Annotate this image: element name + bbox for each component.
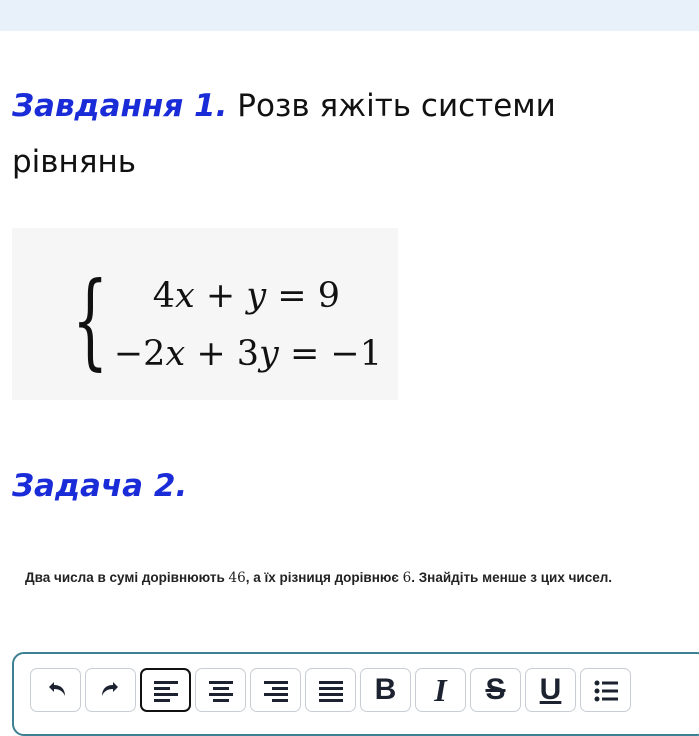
redo-button[interactable] [85,668,136,712]
answer-editor[interactable] [12,652,699,736]
underline-button[interactable] [525,668,576,712]
editor-toolbar [30,668,631,712]
equation-system-image [12,228,398,400]
bullet-list-icon [591,675,621,705]
undo-icon [41,675,71,705]
bold-icon: B [374,673,397,706]
strikethrough-icon: S [485,673,506,706]
align-right-button[interactable] [250,668,301,712]
italic-icon: I [434,671,447,708]
left-brace: { [72,259,109,381]
align-right-icon [261,675,291,705]
bullet-list-button[interactable] [580,668,631,712]
align-justify-icon [316,675,346,705]
undo-button[interactable] [30,668,81,712]
italic-button[interactable] [415,668,466,712]
underline-icon: U [539,673,562,706]
task1-heading [12,78,682,190]
bold-button[interactable] [360,668,411,712]
task1-text: Розв яжіть системи рівнянь [12,88,556,180]
align-left-button[interactable] [140,668,191,712]
top-bar [0,0,699,31]
problem-text: Два числа в сумі дорівнюють 46, а їх різниця дорівнює 6. Знайдіть менше з цих чисел. [25,570,613,586]
task1-label: Завдання 1. [12,88,228,124]
align-left-icon [151,675,181,705]
equation-1: 4x + y = 9 [152,276,340,316]
align-justify-button[interactable] [305,668,356,712]
task2-heading: Задача 2. [12,468,188,504]
equation-2: −2x + 3y = −1 [113,334,382,374]
align-center-icon [206,675,236,705]
align-center-button[interactable] [195,668,246,712]
redo-icon [96,675,126,705]
strikethrough-button[interactable] [470,668,521,712]
